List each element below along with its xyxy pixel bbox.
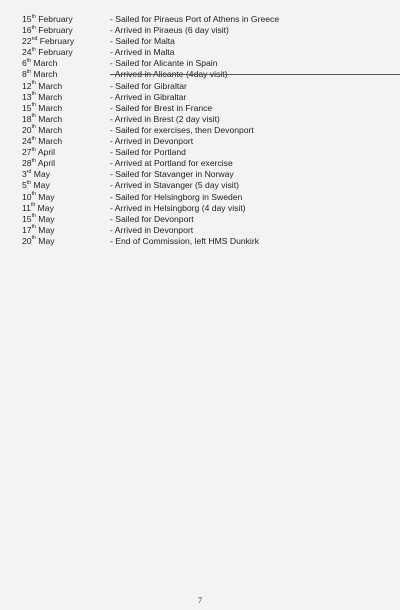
entry-date — [22, 236, 110, 247]
entry-date — [22, 169, 110, 180]
entry-month: March — [38, 136, 63, 147]
entry-month: February — [38, 25, 73, 36]
entry-month: May — [38, 224, 55, 235]
itinerary-list — [22, 14, 392, 247]
itinerary-entry — [22, 192, 392, 203]
entry-day-suffix: th — [31, 124, 36, 131]
entry-day: 12 — [22, 80, 32, 91]
entry-event: - Sailed for Stavanger in Norway — [110, 169, 234, 180]
entry-date — [22, 158, 110, 169]
entry-month: March — [33, 69, 58, 80]
entry-event: - Sailed for Malta — [110, 36, 175, 47]
itinerary-entry — [22, 203, 392, 214]
entry-day: 22 — [22, 36, 32, 47]
entry-month: April — [37, 158, 56, 169]
entry-event: - Arrived in Stavanger (5 day visit) — [110, 180, 239, 191]
entry-day: 15 — [22, 14, 32, 24]
entry-month: March — [38, 113, 63, 124]
itinerary-entry — [22, 214, 392, 225]
entry-date — [22, 125, 110, 136]
entry-month: April — [37, 147, 56, 158]
entry-day: 5 — [22, 180, 27, 191]
itinerary-entry — [22, 69, 392, 80]
itinerary-entry — [22, 47, 392, 58]
entry-day: 20 — [22, 235, 32, 246]
entry-event: - Sailed for exercises, then Devonport — [110, 124, 254, 135]
entry-event: - Sailed for Helsingborg in Sweden — [110, 191, 243, 202]
entry-day: 6 — [22, 58, 27, 69]
entry-event: - Arrived in Malta — [110, 47, 175, 58]
itinerary-entry — [22, 169, 392, 180]
entry-event: - Sailed for Alicante in Spain — [110, 58, 218, 69]
entry-month: March — [38, 102, 63, 113]
entry-event: - Sailed for Devonport — [110, 213, 194, 224]
entry-day: 3 — [22, 169, 27, 180]
itinerary-entry — [22, 114, 392, 125]
itinerary-entry — [22, 36, 392, 47]
entry-event: - Arrived in Brest (2 day visit) — [110, 113, 220, 124]
entry-month: May — [38, 191, 55, 202]
itinerary-entry — [22, 180, 392, 191]
entry-event: - Arrived at Portland for exercise — [110, 158, 233, 169]
entry-day-suffix: th — [31, 113, 36, 120]
entry-event: - Arrived in Piraeus (6 day visit) — [110, 25, 229, 36]
entry-day-suffix: th — [31, 191, 36, 197]
entry-day: 11 — [22, 202, 31, 213]
entry-month: March — [38, 124, 63, 135]
entry-day: 24 — [22, 47, 32, 58]
itinerary-entry — [22, 103, 392, 114]
entry-day: 10 — [22, 191, 32, 202]
entry-date — [22, 25, 110, 36]
entry-day: 24 — [22, 136, 32, 147]
entry-date — [22, 69, 110, 80]
entry-month: May — [38, 235, 55, 246]
itinerary-entry — [22, 158, 392, 169]
entry-event: - Sailed for Gibraltar — [110, 80, 187, 91]
entry-day-suffix: th — [31, 157, 36, 164]
entry-date — [22, 14, 110, 25]
entry-date — [22, 47, 110, 58]
entry-day-suffix: th — [31, 213, 36, 220]
entry-day-suffix: th — [31, 102, 36, 109]
entry-month: March — [38, 91, 63, 102]
entry-date — [22, 192, 110, 203]
itinerary-entry — [22, 58, 392, 69]
entry-event: - Arrived in Devonport — [110, 224, 194, 235]
entry-month: February — [38, 47, 73, 58]
entry-day-suffix: th — [31, 46, 36, 53]
entry-day: 15 — [22, 102, 32, 113]
entry-day: 20 — [22, 124, 32, 135]
entry-day-suffix: th — [31, 91, 36, 98]
entry-day: 28 — [22, 158, 32, 169]
entry-date — [22, 147, 110, 158]
entry-day: 13 — [22, 91, 32, 102]
page-number: 7 — [198, 596, 202, 605]
entry-date — [22, 136, 110, 147]
entry-day-suffix: th — [31, 146, 36, 153]
itinerary-entry — [22, 92, 392, 103]
entry-date — [22, 180, 110, 191]
entry-day-suffix: th — [31, 80, 36, 87]
entry-date — [22, 36, 110, 47]
entry-event: - Arrived in Devonport — [110, 136, 194, 147]
entry-month: May — [38, 213, 55, 224]
entry-date — [22, 81, 110, 92]
entry-month: February — [39, 36, 75, 47]
entry-date — [22, 58, 110, 69]
entry-day-suffix: th — [31, 135, 36, 142]
entry-day-suffix: th — [31, 24, 36, 31]
entry-day: 16 — [22, 25, 32, 36]
itinerary-entry — [22, 147, 392, 158]
itinerary-entry — [22, 25, 392, 36]
entry-month: March — [38, 80, 63, 91]
entry-day-suffix: th — [26, 179, 32, 186]
itinerary-entry — [22, 236, 392, 247]
entry-day-suffix: th — [30, 202, 36, 209]
entry-day: 17 — [22, 224, 32, 235]
itinerary-entry — [22, 225, 392, 236]
entry-day: 8 — [22, 69, 27, 80]
horizontal-rule — [110, 74, 400, 75]
itinerary-entry — [22, 125, 392, 136]
entry-month: May — [33, 169, 51, 180]
entry-month: February — [38, 14, 73, 24]
entry-day: 18 — [22, 113, 32, 124]
entry-event: - Arrived in Helsingborg (4 day visit) — [110, 202, 246, 213]
entry-day-suffix: th — [31, 224, 36, 231]
itinerary-entry — [22, 14, 392, 25]
entry-month: March — [33, 58, 58, 69]
entry-day-suffix: th — [26, 68, 32, 75]
entry-event: - Arrived in Alicante (4day visit) — [110, 69, 228, 80]
entry-day-suffix: th — [26, 57, 32, 64]
entry-event: - End of Commission, left HMS Dunkirk — [110, 235, 259, 246]
entry-day-suffix: rd — [26, 168, 32, 175]
entry-event: - Sailed for Brest in France — [110, 102, 213, 113]
entry-month: May — [37, 202, 54, 213]
entry-day-suffix: nd — [31, 35, 38, 42]
entry-month: May — [33, 180, 50, 191]
entry-event: - Arrived in Gibraltar — [110, 91, 187, 102]
entry-day-suffix: th — [31, 13, 36, 20]
itinerary-entry — [22, 81, 392, 92]
entry-event: - Sailed for Portland — [110, 147, 186, 158]
entry-day: 27 — [22, 147, 32, 158]
itinerary-entry — [22, 136, 392, 147]
entry-day: 15 — [22, 213, 32, 224]
entry-day-suffix: th — [31, 235, 36, 242]
entry-event: - Sailed for Piraeus Port of Athens in Greece — [110, 14, 280, 24]
